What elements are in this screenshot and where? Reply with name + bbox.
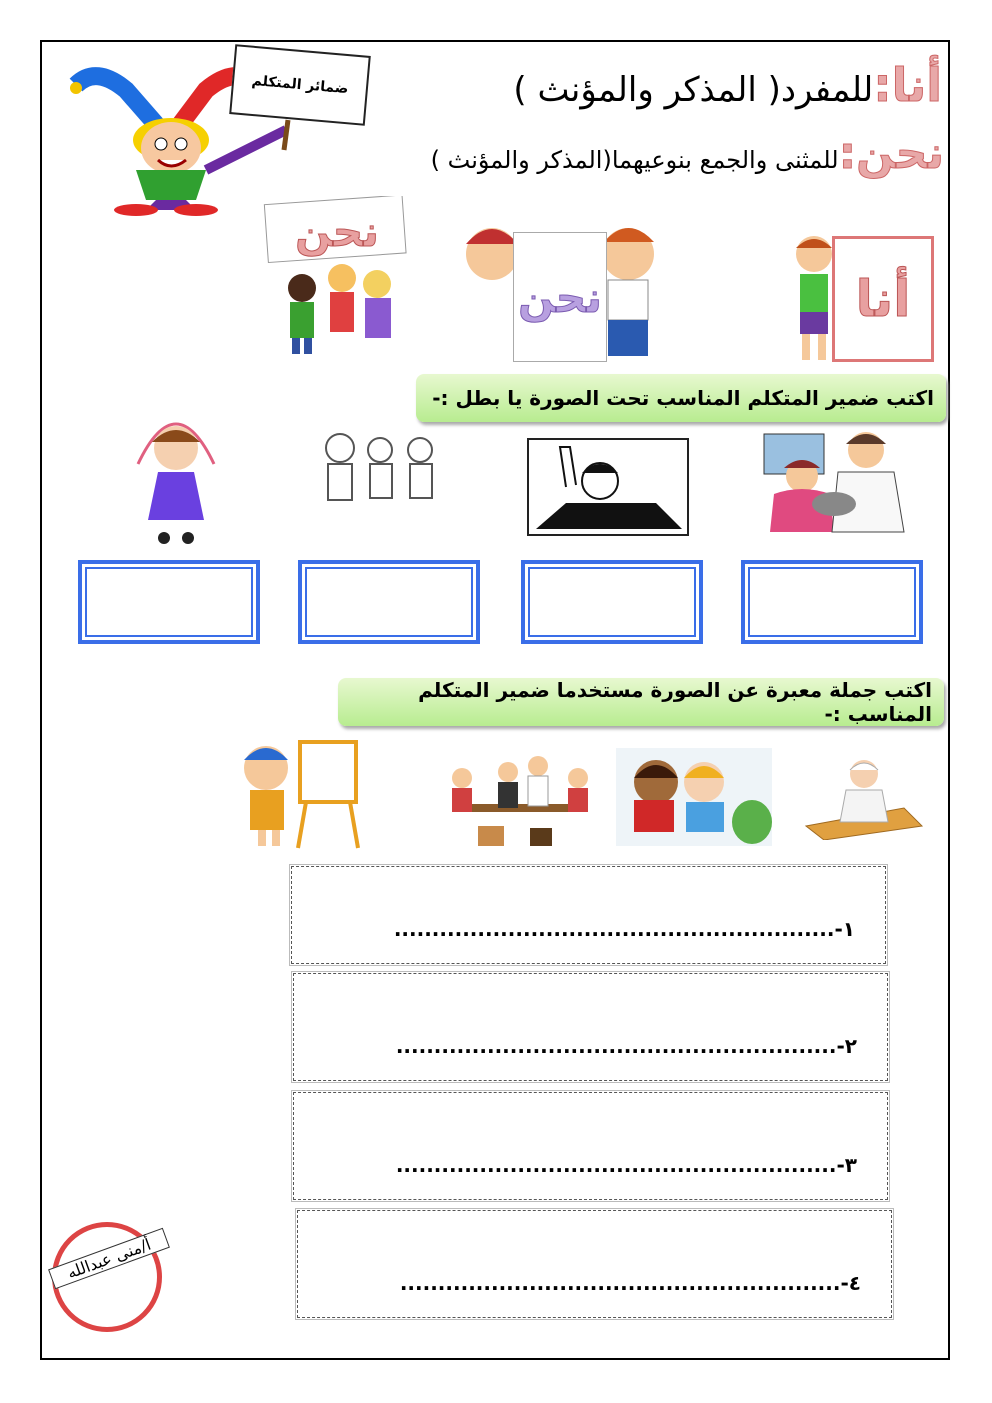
header-line-plural bbox=[431, 128, 944, 179]
line1-text: للمفرد( المذكر والمؤنث ) bbox=[513, 70, 874, 110]
student-raising-hand-illustration bbox=[526, 437, 690, 537]
answer-box-1[interactable] bbox=[78, 560, 260, 644]
line2-text: للمثنى والجمع بنوعيهما(المذكر والمؤنث ) bbox=[430, 146, 839, 174]
card-we-1 bbox=[272, 205, 402, 257]
card-i bbox=[832, 236, 934, 362]
boy-praying-illustration bbox=[800, 756, 924, 840]
sentence-box-1[interactable] bbox=[291, 866, 886, 964]
sentence-line-2 bbox=[396, 1034, 857, 1058]
sentence-line-3 bbox=[396, 1153, 857, 1177]
kids-reading-illustration bbox=[616, 748, 772, 846]
answer-box-4[interactable] bbox=[741, 560, 923, 644]
exercise1-instruction-text: اكتب ضمير المتكلم المناسب تحت الصورة يا بطل :- bbox=[432, 386, 934, 410]
sentence-box-2[interactable] bbox=[293, 973, 888, 1081]
card-we-2-text: نحن bbox=[518, 272, 602, 322]
girl-painting-illustration bbox=[232, 732, 362, 852]
exercise1-instruction bbox=[416, 374, 946, 422]
girl-jump-rope-illustration bbox=[128, 404, 224, 546]
sentence-box-3[interactable] bbox=[293, 1092, 888, 1200]
answer-box-3[interactable] bbox=[521, 560, 703, 644]
exercise2-instruction bbox=[338, 678, 944, 726]
meeting-table-illustration bbox=[438, 752, 602, 852]
sentence-line-1 bbox=[394, 917, 855, 941]
sentence-dots: -.......................................................... bbox=[395, 1153, 845, 1177]
sentence-box-4[interactable] bbox=[297, 1210, 892, 1318]
exercise2-instruction-text: اكتب جملة معبرة عن الصورة مستخدما ضمير المتكلم المناسب :- bbox=[418, 678, 932, 726]
card-i-text: أنا bbox=[855, 270, 911, 328]
word-ana: أنا: bbox=[873, 58, 942, 112]
card-we-1-text: نحن bbox=[295, 206, 379, 256]
answer-box-2[interactable] bbox=[298, 560, 480, 644]
sentence-dots: -.......................................................... bbox=[395, 1034, 845, 1058]
header-line-singular bbox=[513, 58, 942, 112]
card-we-2 bbox=[513, 232, 607, 362]
sentence-dots: -.......................................................... bbox=[393, 917, 843, 941]
sign-label: ضمائر المتكلم bbox=[250, 72, 350, 98]
three-boys-sketch-illustration bbox=[316, 424, 442, 524]
word-nahnu: نحن: bbox=[838, 128, 944, 179]
sentence-number: ٣ bbox=[844, 1153, 857, 1177]
sentence-dots: -.......................................................... bbox=[399, 1271, 849, 1295]
sentence-line-4 bbox=[400, 1271, 861, 1295]
sign-board bbox=[229, 44, 371, 126]
sentence-number: ٤ bbox=[848, 1271, 861, 1295]
sentence-number: ٢ bbox=[844, 1034, 857, 1058]
teacher-stamp-label: أ/منى عبدالله bbox=[48, 1228, 170, 1289]
vet-with-cat-illustration bbox=[754, 424, 934, 534]
sentence-number: ١ bbox=[842, 917, 855, 941]
